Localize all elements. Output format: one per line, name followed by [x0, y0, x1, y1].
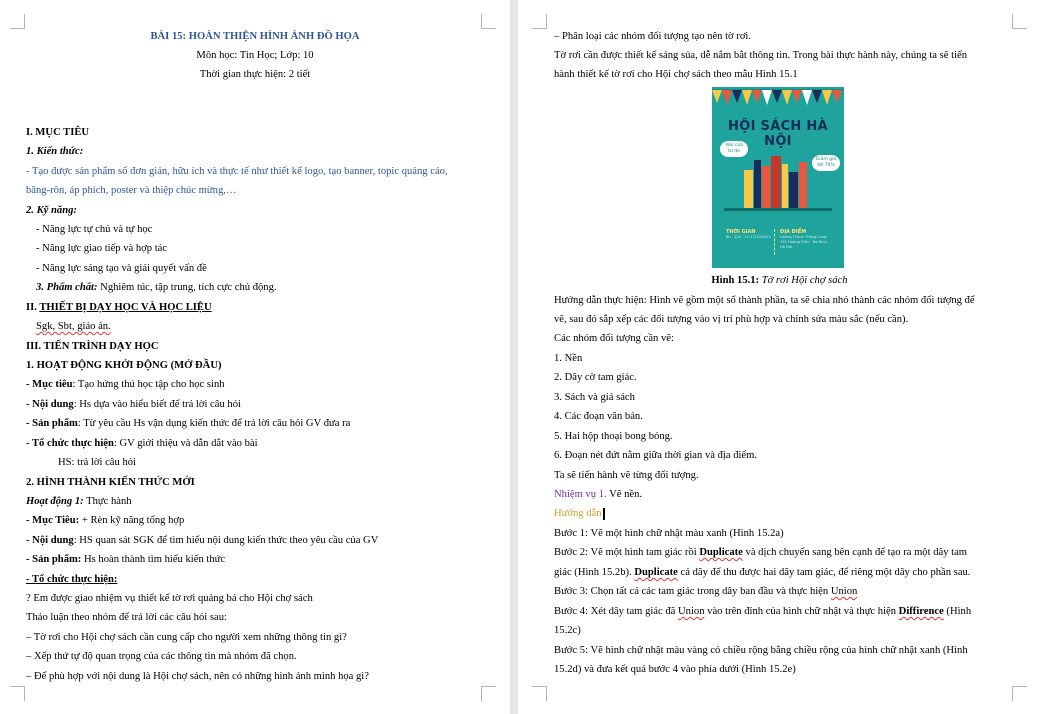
- subject-line: Môn học: Tin Học; Lớp: 10: [196, 50, 314, 61]
- margin-corner-mark: [481, 686, 496, 701]
- step-2: Bước 2: Vẽ một hình tam giác rồi Duplicate và dịch chuyển sang bên cạnh để tạo ra một dây tam: [554, 547, 968, 558]
- lesson-title: BÀI 15: HOÀN THIỆN HÌNH ẢNH ĐỒ HỌA: [150, 31, 360, 42]
- poster-book: [789, 172, 798, 210]
- intro-line: Tờ rơi cần được thiết kế sáng sủa, dễ nắm bắt thông tin. Trong bài thực hành này, chúng ta sẽ tiến: [554, 50, 968, 61]
- poster-dashed-divider: [774, 229, 775, 255]
- group-item: 1. Nền: [554, 353, 583, 364]
- activity-1-heading: 1. HOẠT ĐỘNG KHỞI ĐỘNG (MỞ ĐẦU): [26, 360, 222, 371]
- poster-footer-place-detail: Hoàng Thành Thăng Long · 19C Hoàng Diệu · Ba Đình, Hà Nội: [780, 235, 829, 249]
- group-item: 5. Hai hộp thoại bong bóng.: [554, 431, 673, 442]
- margin-corner-mark: [532, 686, 547, 701]
- a2-content: - Nội dung: HS quan sát SGK để tìm hiểu nội dung kiến thức theo yêu cầu của GV: [26, 535, 379, 546]
- group-item: 6. Đoạn nét đứt nằm giữa thời gian và địa điểm.: [554, 450, 758, 461]
- step-1: Bước 1: Vẽ một hình chữ nhật màu xanh (Hình 15.2a): [554, 528, 784, 539]
- duration-line: Thời gian thực hiện: 2 tiết: [199, 69, 311, 80]
- poster-book: [754, 160, 761, 210]
- margin-corner-mark: [532, 14, 547, 29]
- intro-line: – Phân loại các nhóm đối tượng tạo nên tờ rơi.: [554, 31, 752, 42]
- task-question: ? Em được giao nhiệm vụ thiết kế tờ rơi quảng bá cho Hội chợ sách: [26, 593, 313, 604]
- guide-heading[interactable]: Hướng dẫn: [554, 507, 605, 521]
- poster-bubble-right: Giảm giá tới 70%: [812, 155, 840, 171]
- a1-student-answer: HS: trả lời câu hỏi: [58, 457, 136, 468]
- group-item: 4. Các đoạn văn bản.: [554, 411, 643, 422]
- step-5: Bước 5: Vẽ hình chữ nhật màu vàng có chiều rộng bằng chiều rộng của hình chữ nhật xanh (Hình: [554, 645, 968, 656]
- document-page-right: [518, 0, 1041, 714]
- margin-corner-mark: [1012, 686, 1027, 701]
- poster-footer-place: ĐỊA ĐIỂM: [780, 229, 807, 235]
- discussion-question: – Tờ rơi cho Hội chợ sách cần cung cấp cho người xem những thông tin gì?: [26, 632, 347, 643]
- step-2-cont: giác (Hình 15.2b). Duplicate cả dây để thu được hai dây tam giác, để riêng một dây cho phần sau.: [554, 567, 971, 578]
- margin-corner-mark: [481, 14, 496, 29]
- skill-item: - Năng lực sáng tạo và giải quyết vấn đề: [36, 263, 207, 274]
- discussion-prompt: Thảo luận theo nhóm để trả lời các câu hỏi sau:: [26, 612, 227, 623]
- poster-book: [771, 156, 781, 210]
- skill-item: - Năng lực giao tiếp và hợp tác: [36, 243, 168, 254]
- step-3: Bước 3: Chọn tất cả các tam giác trong dây ban đầu và thực hiện Union: [554, 586, 858, 597]
- figure-caption: Hình 15.1: Tờ rơi Hội chợ sách: [711, 275, 848, 286]
- a2-organization: - Tổ chức thực hiện:: [26, 574, 118, 585]
- poster-book: [782, 164, 788, 210]
- poster-footer-time-detail: 8h - 22h · 12-17/10/2021: [726, 235, 772, 239]
- a1-goal: - Mục tiêu: Tạo hứng thú học tập cho học sinh: [26, 379, 225, 390]
- a2-product: - Sản phẩm: Hs hoàn thành tìm hiểu kiến thức: [26, 554, 226, 565]
- poster-book: [744, 170, 753, 210]
- poster-book: [762, 166, 770, 210]
- knowledge-label: 1. Kiến thức:: [26, 146, 84, 157]
- step-4-cont: 15.2c): [554, 625, 581, 636]
- skills-label: 2. Kỹ năng:: [26, 205, 77, 216]
- margin-corner-mark: [10, 14, 25, 29]
- quality-text: Nghiêm túc, tập trung, tích cực chủ động.: [97, 282, 277, 293]
- activity-2-heading: 2. HÌNH THÀNH KIẾN THỨC MỚI: [26, 477, 195, 488]
- materials-line: Sgk, Sbt, giáo án.: [36, 321, 111, 332]
- knowledge-line-2: băng-rôn, áp phích, poster và thiệp chúc mừng,…: [26, 185, 237, 196]
- a1-content: - Nội dung: Hs dựa vào hiểu biết để trả lời câu hỏi: [26, 399, 241, 410]
- skill-item: - Năng lực tự chủ và tự học: [36, 224, 153, 235]
- bunting-decoration: [712, 87, 844, 113]
- poster-title: HỘI SÁCH HÀ NỘI: [728, 119, 828, 149]
- knowledge-line-1: - Tạo được sản phẩm số đơn giản, hữu ích và thực tế như thiết kế logo, tạo banner, topic quảng cáo,: [26, 166, 448, 177]
- groups-intro: Các nhóm đối tượng cần vẽ:: [554, 333, 674, 344]
- practice-activity: Hoạt động 1: Thực hành: [26, 496, 132, 507]
- poster-footer-time: THỜI GIAN: [726, 229, 756, 235]
- book-fair-poster-image[interactable]: [712, 87, 844, 268]
- a1-organization: - Tổ chức thực hiện: GV giới thiệu và dẫn dắt vào bài: [26, 438, 258, 449]
- group-item: 3. Sách và giá sách: [554, 392, 635, 403]
- step-4: Bước 4: Xét dây tam giác đã Union vào trên đỉnh của hình chữ nhật và thực hiện Diffirence (Hình: [554, 606, 972, 617]
- poster-book: [799, 162, 807, 210]
- text-cursor: [603, 508, 605, 520]
- section-objectives-heading: I. MỤC TIÊU: [26, 127, 90, 138]
- margin-corner-mark: [10, 686, 25, 701]
- step-5-cont: 15.2d) và đưa kết quả bước 4 vào phía dưới (Hình 15.2e): [554, 664, 796, 675]
- poster-bubble-left: Vào cửa tự do: [720, 141, 748, 157]
- document-page-left: [0, 0, 510, 714]
- discussion-question: – Để phù hợp với nội dung là Hội chợ sách, nên có những hình ảnh minh họa gì?: [26, 671, 369, 682]
- proceed-line: Ta sẽ tiến hành vẽ từng đối tượng.: [554, 470, 699, 481]
- quality-label: 3. Phẩm chất:: [36, 282, 98, 293]
- a2-goal: - Mục Tiêu: + Rèn kỹ năng tổng hợp: [26, 515, 185, 526]
- task-1-line: Nhiệm vụ 1. Vẽ nền.: [554, 489, 643, 500]
- a1-product: - Sản phẩm: Từ yêu cầu Hs vận dụng kiến thức để trả lời câu hỏi GV đưa ra: [26, 418, 351, 429]
- guide-line: vẽ, sau đó sắp xếp các đối tượng vào vị trí phù hợp và chỉnh sửa màu sắc (nếu cần).: [554, 314, 909, 325]
- margin-corner-mark: [1012, 14, 1027, 29]
- section-process-heading: III. TIẾN TRÌNH DẠY HỌC: [26, 341, 159, 352]
- quality-line: [36, 281, 277, 295]
- intro-line: hành thiết kế tờ rơi cho Hội chợ sách theo mẫu Hình 15.1: [554, 69, 798, 80]
- guide-line: Hướng dẫn thực hiện: Hình vẽ gồm một số thành phần, ta sẽ chia nhỏ thành các nhóm đối tượng để: [554, 295, 975, 306]
- section-equipment-heading: II. THIẾT BỊ DẠY HỌC VÀ HỌC LIỆU: [26, 302, 212, 313]
- discussion-question: – Xếp thứ tự độ quan trọng của các thông tin mà nhóm đã chọn.: [26, 651, 297, 662]
- poster-shelf: [724, 208, 832, 211]
- group-item: 2. Dây cờ tam giác.: [554, 372, 637, 383]
